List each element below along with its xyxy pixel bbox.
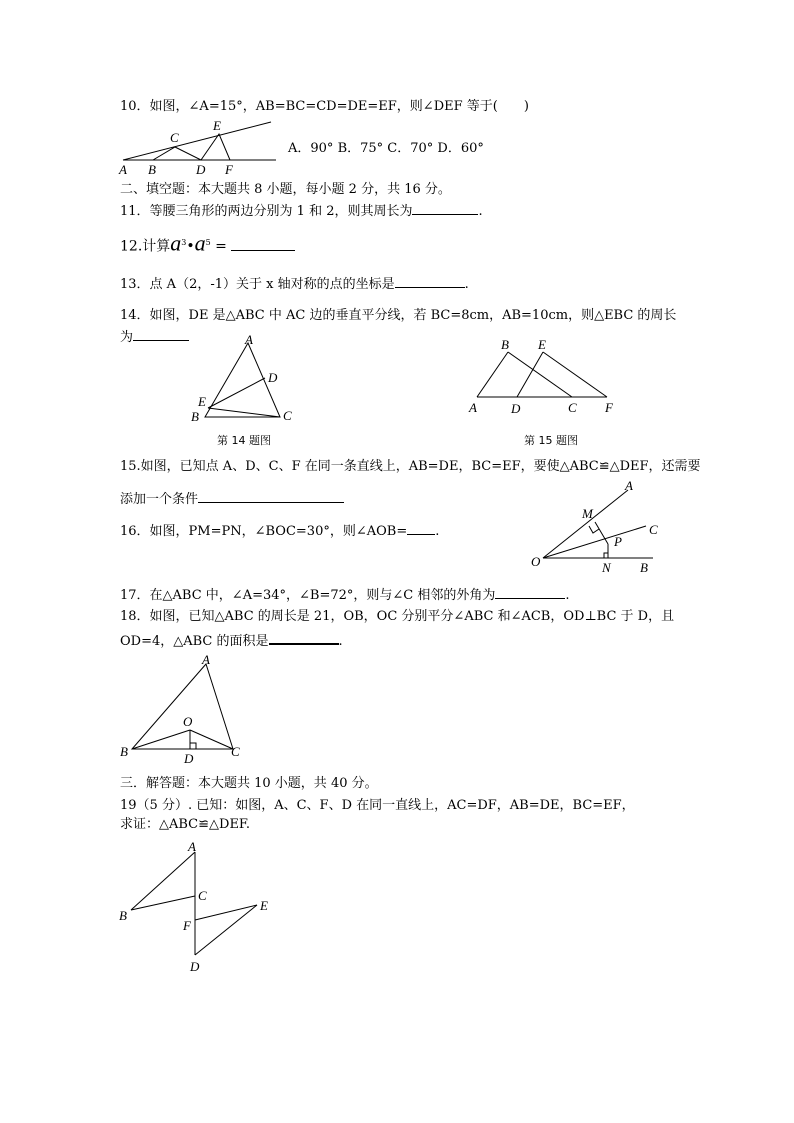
q14-line1: 14．如图，DE 是△ABC 中 AC 边的垂直平分线，若 BC=8cm，AB=10cm，则△EBC 的周长 bbox=[120, 308, 677, 323]
q16-end: . bbox=[435, 524, 440, 539]
q15-label-c: C bbox=[568, 400, 577, 415]
q17 bbox=[120, 586, 570, 604]
q13-end: . bbox=[464, 277, 469, 292]
q14-line2 bbox=[120, 328, 189, 346]
q19-label-a: A bbox=[188, 839, 196, 854]
q17-answer-blank[interactable] bbox=[495, 586, 565, 599]
q14-answer-blank[interactable] bbox=[133, 328, 189, 341]
q19-line2: 求证：△ABC≌△DEF. bbox=[120, 817, 251, 832]
q16-label-n: N bbox=[602, 560, 611, 575]
q18-end: . bbox=[338, 634, 343, 649]
q15-caption: 第 15 题图 bbox=[524, 434, 578, 447]
q11-end: . bbox=[478, 204, 483, 219]
q10-label-e: E bbox=[213, 118, 221, 133]
q19-label-c: C bbox=[198, 888, 207, 903]
q14-figure bbox=[190, 332, 300, 425]
q16-text: 16．如图，PM=PN，∠BOC=30°，则∠AOB= bbox=[120, 524, 408, 539]
q12 bbox=[120, 232, 295, 258]
q18-answer-blank[interactable] bbox=[269, 631, 339, 645]
q10-text: 10．如图，∠A=15°，AB=BC=CD=DE=EF，则∠DEF 等于( ) bbox=[120, 99, 529, 114]
q15-figure bbox=[465, 335, 625, 420]
q15-line2-text: 添加一个条件 bbox=[120, 492, 199, 507]
q15-label-d: D bbox=[511, 401, 521, 416]
q12-eq: = bbox=[215, 238, 227, 255]
q14-label-d: D bbox=[268, 370, 278, 385]
q15-line1: 15.如图，已知点 A、D、C、F 在同一条直线上，AB=DE，BC=EF，要使△ABC≌△DEF，还需要 bbox=[120, 459, 701, 474]
q10-label-a: A bbox=[119, 162, 127, 177]
q13-answer-blank[interactable] bbox=[395, 275, 465, 288]
q11 bbox=[120, 202, 483, 220]
q15-label-f: F bbox=[605, 400, 613, 415]
q17-text: 17．在△ABC 中，∠A=34°，∠B=72°，则与∠C 相邻的外角为 bbox=[120, 588, 496, 603]
q12-exp-1: 3 bbox=[181, 238, 187, 247]
q18-line1: 18．如图，已知△ABC 的周长是 21，OB，OC 分别平分∠ABC 和∠ACB，OD⊥BC 于 D，且 bbox=[120, 609, 675, 624]
q12-exp-2: 5 bbox=[205, 238, 211, 247]
q16-label-b: B bbox=[640, 560, 648, 575]
q14-label-c: C bbox=[283, 408, 292, 423]
q16-figure bbox=[528, 478, 668, 578]
q18-line2-text: OD=4，△ABC 的面积是 bbox=[120, 634, 269, 649]
q19-line1: 19（5 分）. 已知：如图，A、C、F、D 在同一直线上，AC=DF，AB=DE，BC=EF， bbox=[120, 798, 635, 813]
q17-end: . bbox=[565, 588, 570, 603]
q19-label-b: B bbox=[119, 908, 127, 923]
q12-base-2: a bbox=[194, 230, 206, 256]
q15-line2 bbox=[120, 490, 344, 508]
q16-label-c: C bbox=[649, 522, 658, 537]
q12-base-1: a bbox=[170, 230, 182, 256]
q15-label-b: B bbox=[501, 337, 509, 352]
q19-label-f: F bbox=[183, 918, 191, 933]
q15-label-a: A bbox=[469, 400, 477, 415]
q11-text: 11．等腰三角形的两边分别为 1 和 2，则其周长为 bbox=[120, 204, 413, 219]
q18-label-a: A bbox=[202, 652, 210, 667]
q19-label-d: D bbox=[190, 959, 200, 974]
q16-label-o: O bbox=[531, 554, 541, 569]
q12-answer-blank[interactable] bbox=[231, 238, 295, 251]
q16 bbox=[120, 522, 439, 540]
q13-text: 13．点 A（2，-1）关于 x 轴对称的点的坐标是 bbox=[120, 277, 395, 292]
q15-answer-blank[interactable] bbox=[198, 490, 344, 503]
q18-label-b: B bbox=[120, 744, 128, 759]
q10-label-f: F bbox=[225, 162, 233, 177]
q16-label-p: P bbox=[614, 534, 622, 549]
q16-answer-blank[interactable] bbox=[407, 522, 435, 535]
q15-label-e: E bbox=[538, 337, 546, 352]
q19-label-e: E bbox=[260, 898, 268, 913]
q18-label-c: C bbox=[231, 744, 240, 759]
q10-label-c: C bbox=[170, 130, 179, 145]
q14-label-b: B bbox=[191, 409, 199, 424]
q12-prefix: 12.计算 bbox=[120, 238, 171, 255]
q18-label-d: D bbox=[184, 751, 194, 766]
q18-label-o: O bbox=[183, 714, 193, 729]
q18-line2 bbox=[120, 631, 343, 650]
section-3-heading: 三．解答题：本大题共 10 小题，共 40 分。 bbox=[120, 776, 378, 791]
q10-label-b: B bbox=[148, 162, 156, 177]
q13 bbox=[120, 275, 469, 293]
q16-label-m: M bbox=[582, 506, 593, 521]
q10-label-d: D bbox=[196, 162, 206, 177]
q14-label-a: A bbox=[245, 332, 253, 347]
q11-answer-blank[interactable] bbox=[412, 202, 478, 215]
q14-line2-text: 为 bbox=[120, 330, 134, 345]
q12-dot: • bbox=[186, 238, 195, 255]
q14-caption: 第 14 题图 bbox=[217, 434, 271, 447]
q10-figure bbox=[118, 118, 283, 178]
q18-figure bbox=[118, 652, 248, 767]
q19-figure bbox=[115, 838, 275, 978]
q10-choices: A．90° B．75° C．70° D．60° bbox=[288, 141, 484, 156]
q16-label-a: A bbox=[625, 478, 633, 493]
q14-label-e: E bbox=[198, 394, 206, 409]
section-2-heading: 二、填空题：本大题共 8 小题，每小题 2 分，共 16 分。 bbox=[120, 182, 451, 197]
